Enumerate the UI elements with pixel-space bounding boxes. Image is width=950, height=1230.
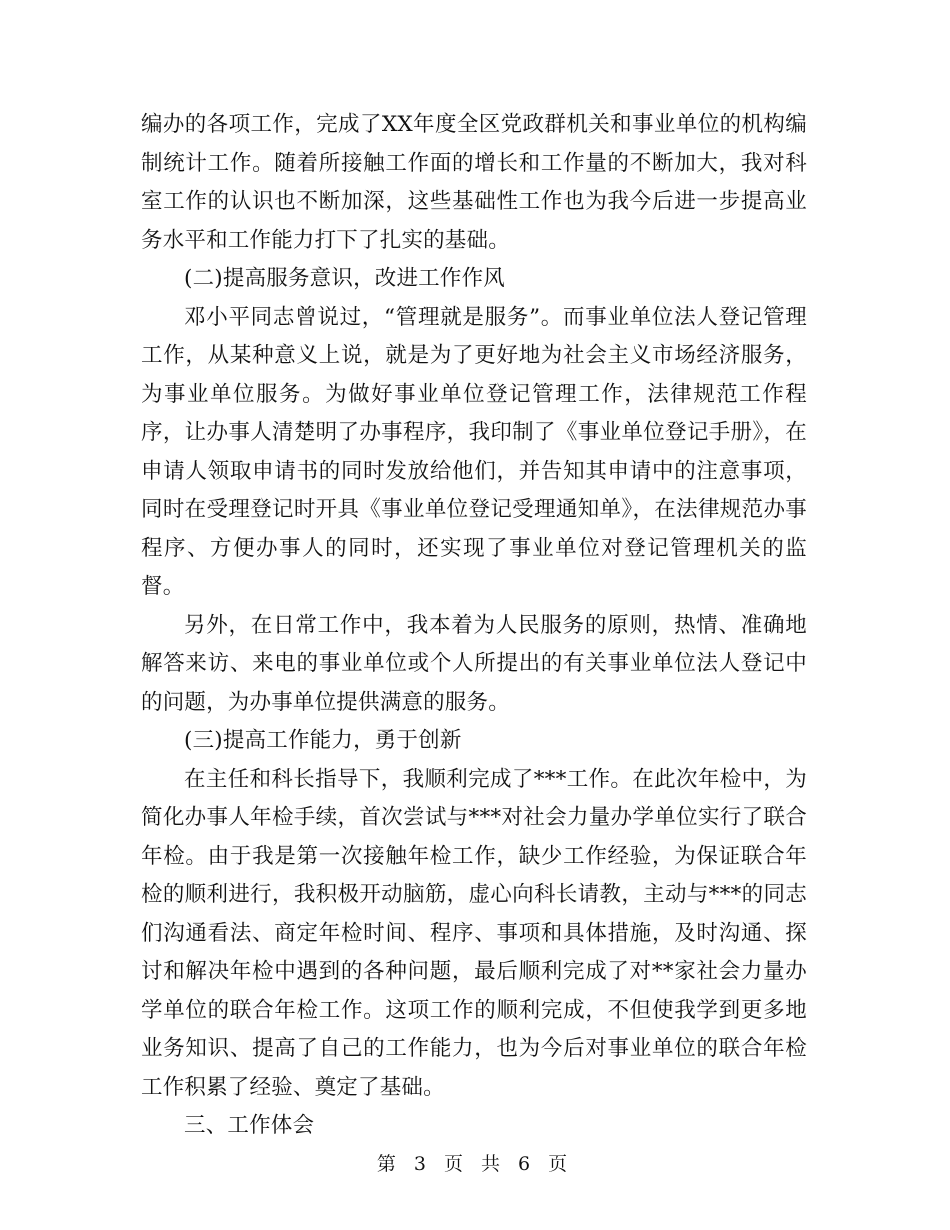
section-heading-2: (二)提高服务意识，改进工作作风 bbox=[184, 266, 505, 291]
section-heading-experience: 三、工作体会 bbox=[184, 1113, 315, 1138]
page-number-footer: 第 3 页 共 6 页 bbox=[376, 1153, 574, 1175]
paragraph-annual-inspection: 在主任和科长指导下，我顺利完成了***工作。在此次年检中，为简化办事人年检手续，首次尝试与***对社会力量办学单位实行了联合年检。由于我是第一次接触年检工作，缺少工作经验，为保证联合年检的顺利进行，我积极开动脑筋，虚心向科长请教，主动与***的同志们沟通看法、商定年检时间、程序、事项和具体措施，及时沟通、探讨和解决年检中遇到的各种问题，最后顺利完成了对**家社会力量办学单位的联合年检工作。这项工作的顺利完成，不但使我学到更多地业务知识、提高了自己的工作能力，也为今后对事业单位的联合年检工作积累了经验、奠定了基础。 bbox=[141, 766, 807, 1100]
paragraph-continuation: 编办的各项工作，完成了XX年度全区党政群机关和事业单位的机构编制统计工作。随着所接触工作面的增长和工作量的不断加大，我对科室工作的认识也不断加深，这些基础性工作也为我今后进一步提高业务水平和工作能力打下了扎实的基础。 bbox=[141, 112, 807, 253]
paragraph-service: 邓小平同志曾说过，“管理就是服务”。而事业单位法人登记管理工作，从某种意义上说，就是为了更好地为社会主义市场经济服务，为事业单位服务。为做好事业单位登记管理工作，法律规范工作程序，让办事人清楚明了办事程序，我印制了《事业单位登记手册》，在申请人领取申请书的同时发放给他们，并告知其申请中的注意事项，同时在受理登记时开具《事业单位登记受理通知单》，在法律规范办事程序、方便办事人的同时，还实现了事业单位对登记管理机关的监督。 bbox=[141, 304, 807, 599]
paragraph-daily-work: 另外，在日常工作中，我本着为人民服务的原则，热情、准确地解答来访、来电的事业单位或个人所提出的有关事业单位法人登记中的问题，为办事单位提供满意的服务。 bbox=[141, 612, 807, 715]
document-body bbox=[141, 106, 807, 1146]
section-heading-3: (三)提高工作能力，勇于创新 bbox=[184, 728, 462, 753]
